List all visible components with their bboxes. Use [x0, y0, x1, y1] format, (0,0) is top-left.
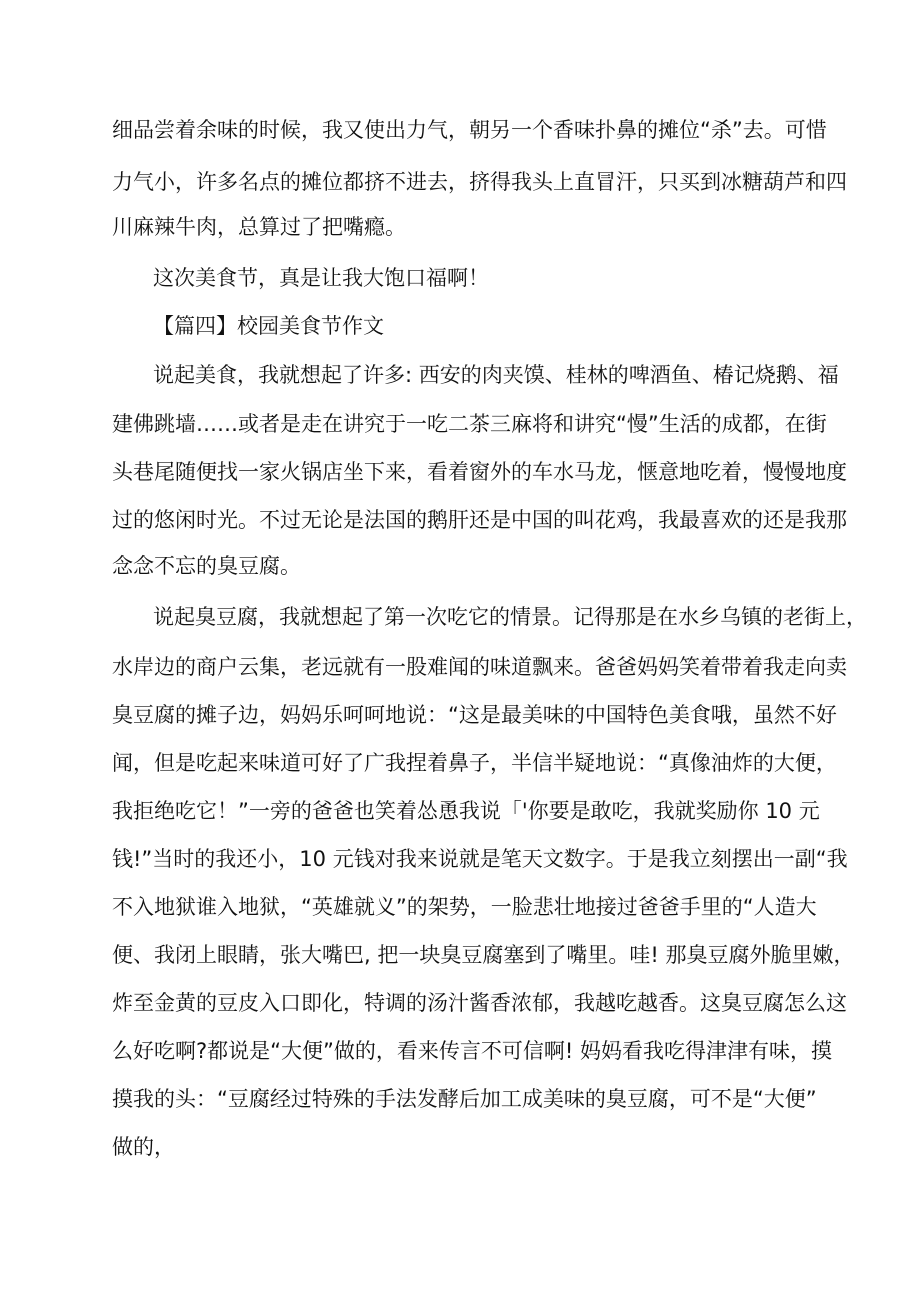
paragraph-line: 川麻辣牛肉，总算过了把嘴瘾。: [112, 215, 406, 239]
paragraph-line: 头巷尾随便找一家火锅店坐下来，看着窗外的车水马龙，惬意地吃着，慢慢地度: [112, 460, 847, 484]
paragraph-line: 臭豆腐的摊子边，妈妈乐呵呵地说：“这是最美味的中国特色美食哦，虽然不好: [112, 703, 837, 727]
paragraph-line: 钱!”当时的我还小，10 元钱对我来说就是笔天文数字。于是我立刻摆出一副“我: [112, 847, 848, 871]
paragraph-line: 力气小，许多名点的摊位都挤不进去，挤得我头上直冒汗，只买到冰糖葫芦和四: [112, 170, 847, 194]
paragraph-line: 水岸边的商户云集，老远就有一股难闻的味道飘来。爸爸妈妈笑着带着我走向卖: [112, 655, 847, 679]
paragraph-line: 做的，: [112, 1135, 175, 1159]
paragraph-line: 不入地狱谁入地狱，“英雄就义”的架势，一脸悲壮地接过爸爸手里的“人造大: [112, 895, 817, 919]
paragraph-line: 摸我的头：“豆腐经过特殊的手法发酵后加工成美味的臭豆腐，可不是“大便”: [112, 1087, 817, 1111]
paragraph-line: 细品尝着余味的时候，我又使出力气，朝另一个香味扑鼻的摊位“杀”去。可惜: [112, 118, 827, 142]
paragraph-line: 建佛跳墙……或者是走在讲究于一吃二茶三麻将和讲究“慢”生活的成都，在街: [112, 412, 827, 436]
paragraph-line: 过的悠闲时光。不过无论是法国的鹅肝还是中国的叫花鸡，我最喜欢的还是我那: [112, 508, 847, 532]
paragraph-line: 么好吃啊?都说是“大便”做的，看来传言不可信啊! 妈妈看我吃得津津有味，摸: [112, 1039, 832, 1063]
paragraph-line: 炸至金黄的豆皮入口即化，特调的汤汁酱香浓郁，我越吃越香。这臭豆腐怎么这: [112, 991, 847, 1015]
paragraph-line: 闻，但是吃起来味道可好了广我捏着鼻子，半信半疑地说：“真像油炸的大便，: [112, 751, 837, 775]
paragraph-line: 说起臭豆腐，我就想起了第一次吃它的情景。记得那是在水乡乌镇的老街上，: [153, 605, 867, 629]
paragraph-line: 我拒绝吃它！”一旁的爸爸也笑着怂恿我说「'你要是敢吃，我就奖励你 10 元: [112, 799, 820, 823]
paragraph-line: 这次美食节，真是让我大饱口福啊！: [153, 266, 489, 290]
paragraph-line: 便、我闭上眼睛，张大嘴巴, 把一块臭豆腐塞到了嘴里。哇! 那臭豆腐外脆里嫩，: [112, 943, 855, 967]
paragraph-line: 念念不忘的臭豆腐。: [112, 554, 301, 578]
section-heading: 【篇四】校园美食节作文: [153, 314, 384, 338]
paragraph-line: 说起美食，我就想起了许多: 西安的肉夹馍、桂林的啤酒鱼、椿记烧鹅、福: [153, 363, 839, 387]
